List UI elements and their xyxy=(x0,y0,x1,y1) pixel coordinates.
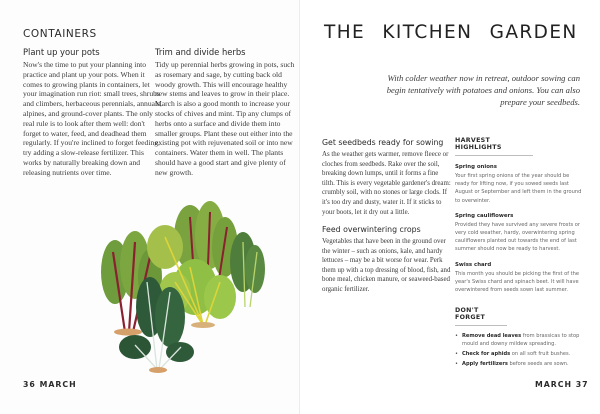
harvest-item-title: Spring cauliflowers xyxy=(455,212,514,219)
harvest-item-body: Provided they have survived any severe frosts or very cold weather, hardy, overwintering spring cauliflowers planted out towards the end of last summer should now be ready to harvest. xyxy=(455,221,580,253)
dont-forget-item xyxy=(455,332,585,348)
article-body: Vegetables that have been in the ground over the winter – such as onions, kale, and hardy lettuces – may be a bit worse for wear. Perk them up with a top dressing of blood, fish, and bone meal, chicken manure, or seaweed-based organic fertilizer. xyxy=(322,238,451,293)
harvest-item-title: Spring onions xyxy=(455,164,497,170)
folio-left: 36 MARCH xyxy=(23,380,77,389)
article-plant-up-pots xyxy=(23,47,163,178)
article-overwintering xyxy=(322,225,452,295)
item-rest: from brassicas to stop mould and downy mildew spreading. xyxy=(462,333,580,347)
item-rest: on all soft fruit bushes. xyxy=(510,351,571,357)
article-heading: Plant up your pots xyxy=(23,47,100,57)
dont-forget-item xyxy=(455,360,585,368)
article-heading: Trim and divide herbs xyxy=(155,47,246,57)
item-bold: Check for aphids xyxy=(462,351,511,357)
harvest-item-body: Your first spring onions of the year should be ready for lifting now, if you sowed seeds last August or September and left them in the ground to overwinter. xyxy=(455,173,582,204)
dont-forget-item xyxy=(455,350,585,358)
article-body: Tidy up perennial herbs growing in pots, such as rosemary and sage, by cutting back old woody growth. This will encourage healthy new stems and leaves to grow in their place. March is also a good month to increase your stocks of chives and mint. Tip any clumps of herbs onto a surface and divide them into smaller groups. Plant these out either into the existing pot with rejuvenated soil or into new containers. Water them in well. The plants should have a good start and give plenty of new growth. xyxy=(155,60,295,177)
swiss-chard-illustration xyxy=(95,197,275,377)
harvest-highlights-box xyxy=(455,137,585,294)
section-label: CONTAINERS xyxy=(23,28,97,40)
dont-forget-box xyxy=(455,307,585,370)
dont-forget-title: DON'T FORGET xyxy=(455,307,507,326)
item-bold: Remove dead leaves xyxy=(462,333,522,339)
article-body: As the weather gets warmer, remove fleece or cloches from seedbeds. Rake over the soil, breaking down lumps, until it forms a fine tilth. This is every vegetable gardener's dream: crumbly soil, with no stones or large clods. If it's too dry and dusty, water it. If it sticks to your boots, let it dry out a little. xyxy=(322,151,451,216)
article-heading: Get seedbeds ready for sowing xyxy=(322,138,444,147)
article-body: Now's the time to put your planning into practice and plant up your pots. When it comes to growing plants in containers, let your imagination run riot: small trees, shrubs and climbers, herbaceous perennials, annuals, alpines, and ground-cover plants. The only real rule is to look after them well: don't forget to water, feed, and deadhead them regularly. If you're inclined to forget feeding, try adding a slow-release fertilizer. This works by naturally breaking down and releasing nutrients over time. xyxy=(23,60,162,177)
folio-right: MARCH 37 xyxy=(535,380,589,389)
item-bold: Apply fertilizers xyxy=(462,361,508,367)
intro-text: With colder weather now in retreat, outdoor sowing can begin tentatively with potatoes and onions. You can also prepare your seedbeds. xyxy=(386,73,580,107)
article-trim-herbs xyxy=(155,47,295,178)
article-seedbeds xyxy=(322,138,452,217)
harvest-item-body: This month you should be picking the first of the year's Swiss chard and spinach beet. It will have overwintered from seeds sown last summer. xyxy=(455,270,579,294)
article-heading: Feed overwintering crops xyxy=(322,225,421,234)
harvest-highlights-title: HARVEST HIGHLIGHTS xyxy=(455,137,533,156)
harvest-item-title: Swiss chard xyxy=(455,261,492,268)
item-rest: before seeds are sown. xyxy=(507,361,569,367)
page-title: THE KITCHEN GARDEN xyxy=(324,22,578,43)
dont-forget-list xyxy=(455,332,585,368)
